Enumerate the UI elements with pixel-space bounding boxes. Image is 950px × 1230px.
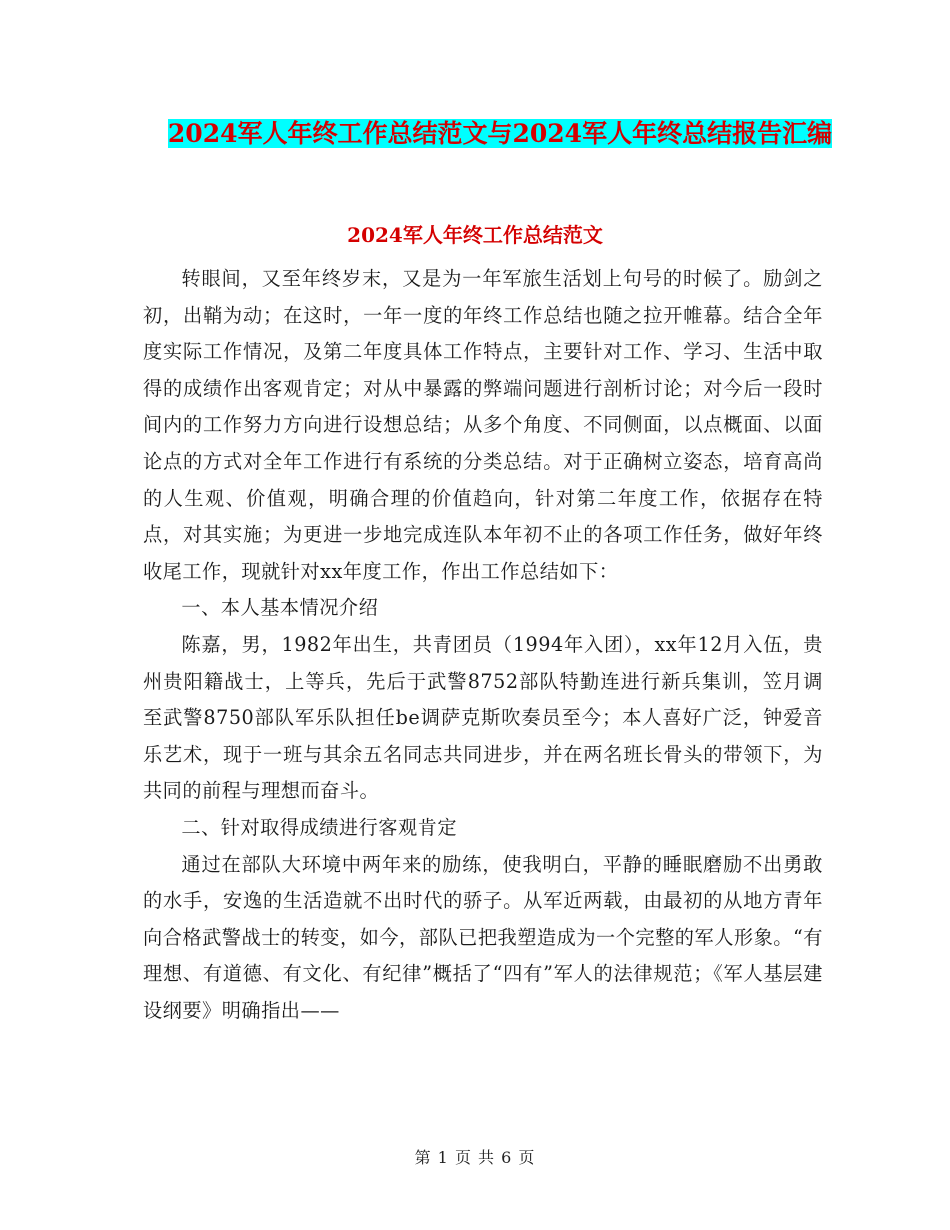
paragraph-intro: 转眼间，又至年终岁末，又是为一年军旅生活划上句号的时候了。励剑之初，出鞘为动；在这时，一年一度的年终工作总结也随之拉开帷幕。结合全年度实际工作情况，及第二年度具体工作特点，主要针对工作、学习、生活中取得的成绩作出客观肯定；对从中暴露的弊端问题进行剖析讨论；对今后一段时间内的工作努力方向进行设想总结；从多个角度、不同侧面，以点概面、以面论点的方式对全年工作进行有系统的分类总结。对于正确树立姿态，培育高尚的人生观、价值观，明确合理的价值趋向，针对第二年度工作，依据存在特点，对其实施；为更进一步地完成连队本年初不止的各项工作任务，做好年终收尾工作，现就针对xx年度工作，作出工作总结如下： <box>143 267 823 583</box>
section-title: 2024军人年终工作总结范文 <box>347 223 603 247</box>
paragraph-basic-info: 陈嘉，男，1982年出生，共青团员（1994年入团），xx年12月入伍，贵州贵阳籍战士，上等兵，先后于武警8752部队特勤连进行新兵集训，笠月调至武警8750部队军乐队担任be调萨克斯吹奏员至今；本人喜好广泛，钟爱音乐艺术，现于一班与其余五名同志共同进步，并在两名班长骨头的带领下，为共同的前程与理想而奋斗。 <box>143 632 823 803</box>
document-title <box>130 110 870 157</box>
paragraph-achievements: 通过在部队大环境中两年来的励练，使我明白，平静的睡眠磨励不出勇敢的水手，安逸的生活造就不出时代的骄子。从军近两载，由最初的从地方青年向合格武警战士的转变，如今，部队已把我塑造成为一个完整的军人形象。“有理想、有道德、有文化、有纪律”概括了“四有”军人的法律规范；《军人基层建设纲要》明确指出—— <box>143 852 823 1022</box>
document-title-text: 2024军人年终工作总结范文与2024军人年终总结报告汇编 <box>167 119 833 148</box>
heading-basic-info: 一、本人基本情况介绍 <box>181 596 379 620</box>
heading-achievements: 二、针对取得成绩进行客观肯定 <box>181 815 458 839</box>
document-body <box>143 261 823 1029</box>
page-footer: 第 1 页 共 6 页 <box>414 1148 536 1167</box>
